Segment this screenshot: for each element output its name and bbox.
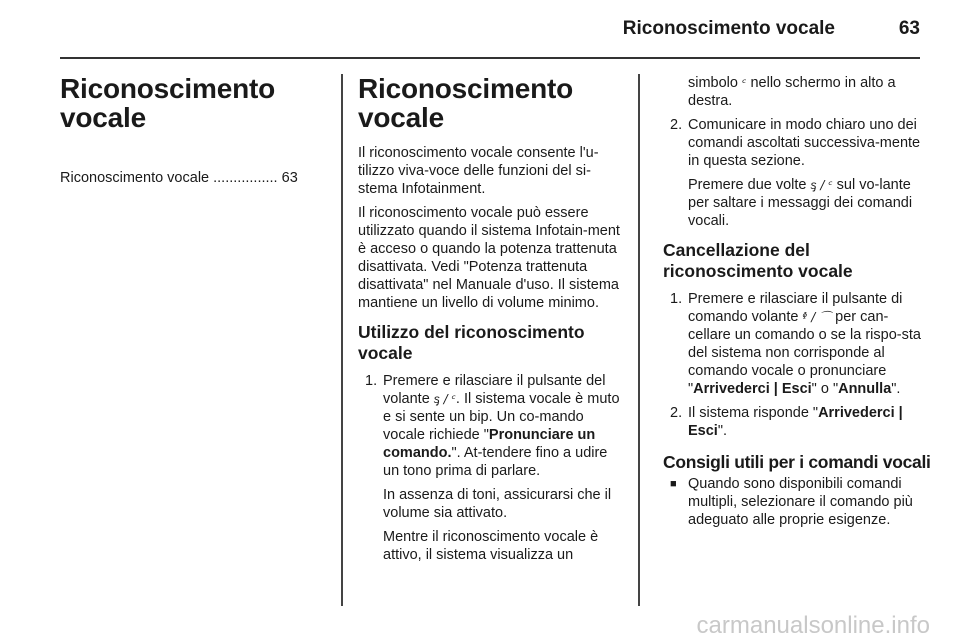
list-item (365, 372, 624, 564)
watermark: carmanualsonline.info (696, 612, 930, 639)
step-text: Il sistema risponde "Arrivederci | Esci". (688, 405, 903, 439)
header-rule (60, 57, 920, 59)
list-item (670, 290, 923, 398)
content-column-3 (663, 74, 931, 535)
toc-entry-label: Riconoscimento vocale ................ (60, 170, 278, 186)
list-item (670, 475, 923, 529)
content-column-2 (358, 74, 624, 570)
running-header-title: Riconoscimento vocale (622, 18, 835, 39)
cancel-steps (670, 290, 923, 440)
response-text: Arrivederci | Esci (688, 405, 903, 439)
usage-steps (365, 372, 624, 564)
list-item (670, 116, 923, 230)
step-note: In assenza di toni, assicurarsi che il volume sia attivato. (383, 487, 612, 521)
chapter-column (60, 74, 326, 186)
mute-end-call-icon: ᶲ / ⌒ (802, 310, 832, 324)
square-bullet-icon: ■ (670, 478, 677, 490)
voice-phone-icon: ᶊ / ᶜ (810, 178, 833, 192)
toc-entry[interactable] (60, 170, 326, 186)
usage-paragraph: Il riconoscimento vocale può essere utilizzato quando il sistema Infotain-ment è acceso o quando la potenza trattenuta disattivata. Vedi "Potenza trattenuta disattivata" nel Manuale d'uso. Il sistema mantiene un livello di volume minimo. (358, 205, 620, 311)
command-text: Annulla (838, 381, 892, 397)
step-text: Comunicare in modo chiaro uno dei comandi ascoltati successiva-mente in questa sezione. (688, 117, 921, 169)
voice-icon: ᶜ (742, 76, 747, 90)
tips-heading: Consigli utili per i comandi vocali (663, 452, 931, 472)
step-number: 1. (365, 373, 378, 389)
step-text: Premere e rilasciare il pulsante del volante ᶊ / ᶜ. Il sistema vocale è muto e si sente un bip. Un co-mando vocale richiede "Pronunciare un comando.". At-tendere fino a udire un tono prima di parlare. (383, 373, 620, 479)
toc-entry-page: 63 (281, 170, 298, 186)
tip-text: Quando sono disponibili comandi multipli, selezionare il comando più adeguato alle proprie esigenze. (688, 476, 913, 528)
section-title: Riconoscimento vocale (358, 73, 574, 133)
step-note: Premere due volte ᶊ / ᶜ sul vo-lante per saltare i messaggi dei comandi vocali. (688, 177, 913, 229)
step-text: Premere e rilasciare il pulsante di comando volante ᶲ / ⌒ per can-cellare un comando o se la rispo-sta del sistema non corrisponde al comando vocale o pronunciare "Arrivederci | Esci" o "Annulla". (688, 291, 921, 397)
page-number: 63 (898, 18, 920, 39)
tips-list (670, 475, 923, 529)
usage-steps-continued (670, 116, 923, 230)
step-number: 2. (670, 405, 683, 421)
prompt-text: Pronunciare un comando. (383, 427, 596, 461)
column-divider-1 (341, 74, 343, 606)
voice-phone-icon: ᶊ / ᶜ (433, 392, 456, 406)
list-item (670, 404, 923, 440)
continued-text: simbolo ᶜ nello schermo in alto a destra. (688, 75, 896, 109)
intro-paragraph: Il riconoscimento vocale consente l'u-tilizzo viva-voce delle funzioni del si-stema Infotainment. (358, 145, 599, 197)
usage-heading: Utilizzo del riconoscimento vocale (358, 322, 585, 363)
step-note: Mentre il riconoscimento vocale è attivo, il sistema visualizza un (383, 529, 599, 563)
chapter-title: Riconoscimento vocale (60, 73, 276, 133)
column-divider-2 (638, 74, 640, 606)
cancel-heading: Cancellazione del riconoscimento vocale (663, 240, 853, 281)
step-number: 2. (670, 117, 683, 133)
command-text: Arrivederci | Esci (693, 381, 812, 397)
step-number: 1. (670, 291, 683, 307)
